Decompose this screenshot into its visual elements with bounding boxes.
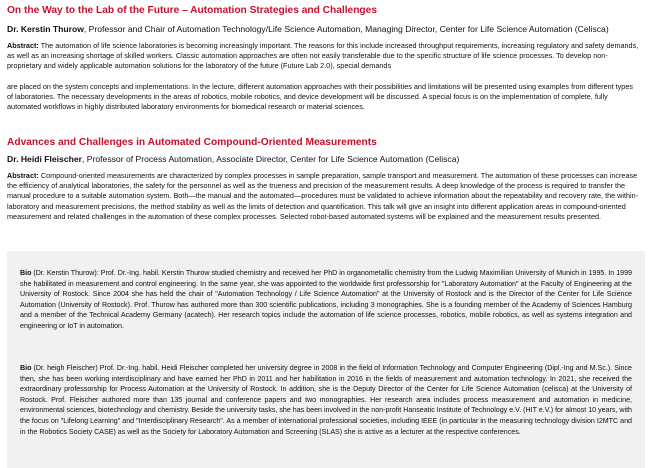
talk2-abstract-text: Compound-oriented measurements are characterized by complex processes in sample preparation, sample transport and measurement. The automation of these processes can increase the efficiency of analytical laboratories, the safety for the personnel as well as the trueness and precision of the measurement results. A deep knowledge of the process is required to transfer the manual procedure to a suitable automation system. Both—the manual and the automated—procedures must be validated to achieve information about the repeatability and recovery rate, the within-laboratory and measurement precisions, the method stability as well as the limits of detection and quantification. This talk will give an insight into different application areas in compound-oriented measurement and related challenges in the automation of these complex processes. Selected robot-based automated systems will be explained and the measurement results presented. <box>7 171 639 221</box>
talk1-abstract-part1: The automation of life science laboratories is becoming increasingly important. The reasons for this include increased throughput requirements, increasing regulatory and safety demands, as well as an increasing shortage of skilled workers. Classic automation approaches are often not easily transferable due to the specific structure of life science processes. To develop non-proprietary and widely applicable automation solutions for the laboratory of the future (Future Lab 2.0), special demands <box>7 41 639 71</box>
talk1-abstract-label: Abstract: <box>7 41 39 50</box>
talk2-speaker <box>7 154 459 165</box>
talk1-title: On the Way to the Lab of the Future – Automation Strategies and Challenges <box>7 5 377 16</box>
talk1-speaker-name: Dr. Kerstin Thurow <box>7 24 84 34</box>
bio-thurow <box>20 268 632 332</box>
bio-fleischer-text: (Dr. heigh Fleischer) Prof. Dr.-Ing. habil. Heidi Fleischer completed her university degree in 2008 in the field of Information Technology and Computer Engineering (Dipl.-Ing and M.Sc.). Since then, she has been working interdisciplinary and have earned her PhD in 2011 and her habilitation in 2016 in the fields of measurement and automation technology. In 2021, she received the extraordinary professorship for Process Automation at the University of Rostock. In addition, she is the Deputy Director of the Center for Life Science Automation (celisca) at the University of Rostock. Prof. Fleischer authored more than 135 journal and conference papers and two monographies. Her research area includes process measurement and automation in medicine, environmental sciences, biotechnology and chemistry. Beside the university tasks, she has been involved in the non-profit Hanseatic Institute of Technology e.V. (HIT e.V.) for almost 10 years, with the focus on "Lifelong Learning" and "Interdisciplinary Research". As a member of international professional societies, including IEEE (in particular in the measuring technology division I2MTC and in the Robotics Society CASE) as well as the Society for Laboratory Automation and Screening (SLAS) she is active as a lecturer at the respective conferences. <box>20 364 632 436</box>
talk1-abstract <box>7 41 641 112</box>
bio-fleischer <box>20 363 632 437</box>
talk1-speaker-role: , Professor and Chair of Automation Technology/Life Science Automation, Managing Director, Center for Life Science Automation (Celisca) <box>83 24 609 34</box>
talk1-speaker <box>7 24 609 35</box>
talk2-speaker-role: , Professor of Process Automation, Associate Director, Center for Life Science Automation (Celisca) <box>82 154 460 164</box>
talk2-abstract-label: Abstract: <box>7 171 39 180</box>
talk2-abstract <box>7 171 641 222</box>
bio-fleischer-label: Bio <box>20 364 32 372</box>
talk2-title: Advances and Challenges in Automated Compound-Oriented Measurements <box>7 137 377 148</box>
bio-thurow-label: Bio <box>20 269 32 277</box>
bio-thurow-text: (Dr. Kerstin Thurow): Prof. Dr.-Ing. habil. Kerstin Thurow studied chemistry and received her PhD in organometallic chemistry from the Ludwig Maximilian University of Munich in 1995. In 1999 she habilitated in measurement and control engineering. In the same year, she was appointed to the worldwide first professorship for "Laboratory Automation" at the Faculty of Engineering at the University of Rostock. Since 2004 she has held the chair of "Automation Technology / Life Science Automation" at the University of Rostock and is the Director of the Center for Life Science Automation (University of Rostock). Prof. Thurow has authored more than 300 scientific publications, including 3 monographies. She is a founding member of the Academy of Sciences Hamburg and a member of the Technical Academy Germany (acatech). Her research topics include the automation of life science processes, robotics, mobile robotics, as well as systems integration and engineering or IoT in automation. <box>20 269 632 330</box>
talk2-speaker-name: Dr. Heidi Fleischer <box>7 154 82 164</box>
talk1-abstract-part2: are placed on the system concepts and implementations. In the lecture, different automation approaches with their possibilities and limitations will be presented using examples from different types of laboratories. The necessary developments in the areas of robotics, mobile robotics, and device development will be discussed. A special focus is on the implementation of complete, fully automated workflows in highly distributed laboratory environments for biomedical research or material sciences. <box>7 81 633 112</box>
